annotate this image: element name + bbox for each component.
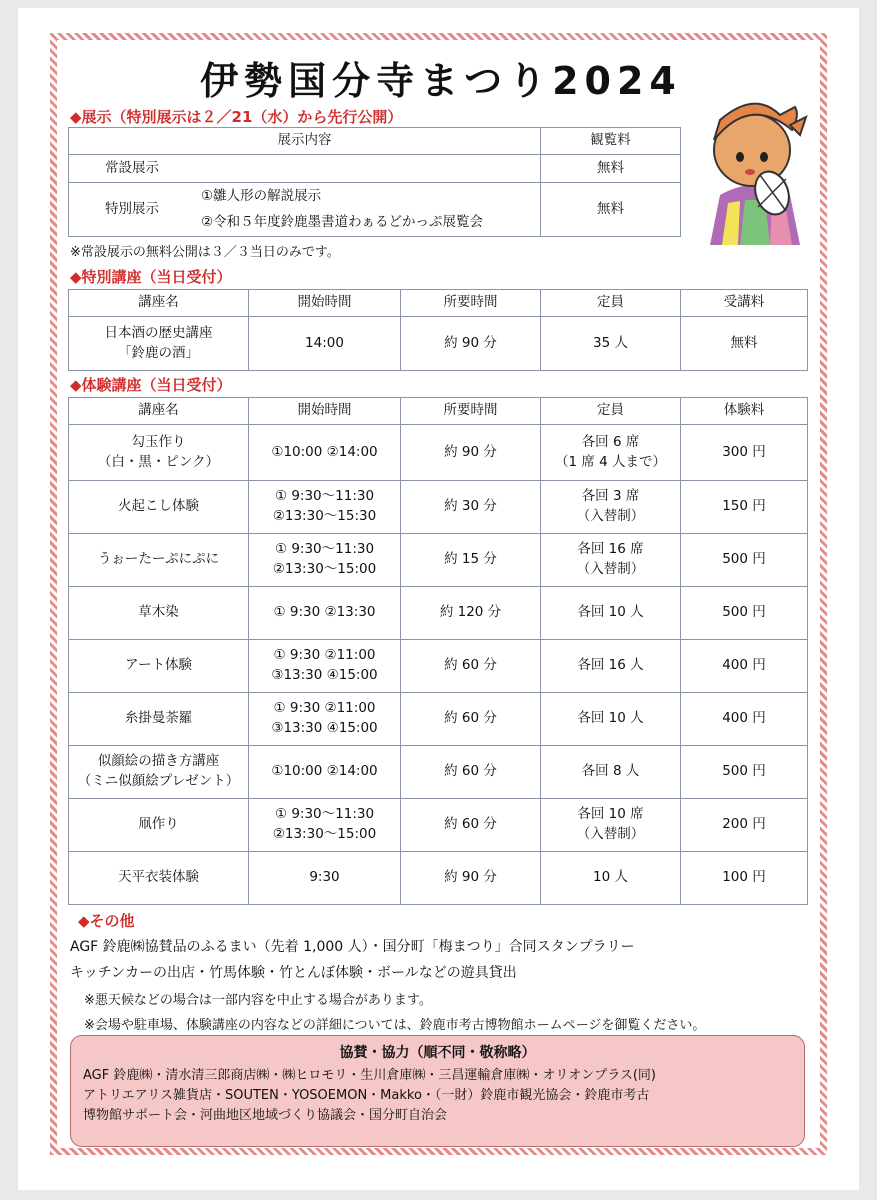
workshop-duration: 約 30 分 bbox=[444, 498, 497, 515]
workshop-name-cell bbox=[69, 693, 249, 746]
workshop-duration: 約 60 分 bbox=[444, 657, 497, 674]
workshop-capacity: （入替制） bbox=[576, 561, 645, 577]
workshop-capacity-cell bbox=[541, 534, 681, 587]
workshop-fee: 400 円 bbox=[722, 710, 766, 727]
workshop-fee: 500 円 bbox=[722, 763, 766, 780]
workshop-name-cell bbox=[69, 640, 249, 693]
column-header: 講座名 bbox=[69, 398, 249, 425]
workshop-duration: 約 15 分 bbox=[444, 551, 497, 568]
workshop-name: 糸掛曼荼羅 bbox=[124, 710, 193, 727]
workshop-duration-cell bbox=[401, 852, 541, 905]
workshop-time-cell bbox=[249, 799, 401, 852]
workshop-time: ① 9:30～11:30 bbox=[274, 488, 375, 505]
table-row bbox=[69, 852, 808, 905]
workshop-capacity: 10 人 bbox=[593, 869, 628, 886]
table-row bbox=[69, 640, 808, 693]
other-line: AGF 鈴鹿㈱協賛品のふるまい（先着 1,000 人）・国分町「梅まつり」合同スタンプラリー bbox=[70, 939, 635, 955]
workshop-duration: 約 60 分 bbox=[444, 763, 497, 780]
workshop-name: 似顔絵の描き方講座 bbox=[97, 753, 220, 770]
workshop-name: 火起こし体験 bbox=[118, 498, 199, 515]
workshop-duration: 約 90 分 bbox=[444, 869, 497, 886]
sponsor-line: 博物館サポート会・河曲地区地域づくり協議会・国分町自治会 bbox=[83, 1108, 448, 1124]
workshop-duration: 約 120 分 bbox=[439, 604, 502, 621]
table-row bbox=[69, 425, 808, 481]
workshop-time: ① 9:30 ②11:00 bbox=[273, 700, 376, 717]
workshop-fee: 150 円 bbox=[722, 498, 766, 515]
table-row bbox=[69, 481, 808, 534]
workshop-duration-cell bbox=[401, 799, 541, 852]
workshop-fee-cell bbox=[681, 640, 808, 693]
workshop-name-cell bbox=[69, 425, 249, 481]
workshop-capacity: 各回 3 席 bbox=[581, 488, 640, 505]
workshop-duration-cell bbox=[401, 587, 541, 640]
workshop-duration-cell bbox=[401, 640, 541, 693]
workshop-time: ③13:30 ④15:00 bbox=[271, 720, 378, 736]
workshop-name: （ミニ似顔絵プレゼント） bbox=[77, 773, 240, 789]
exhibit-item: ①雛人形の解説展示 bbox=[201, 187, 322, 204]
workshop-name-cell bbox=[69, 534, 249, 587]
table-row bbox=[69, 799, 808, 852]
workshop-capacity: （1 席 4 人まで） bbox=[554, 453, 667, 470]
workshop-fee: 400 円 bbox=[722, 657, 766, 674]
exhibit-table bbox=[68, 127, 681, 237]
column-header: 受講料 bbox=[681, 290, 808, 317]
table-row bbox=[69, 534, 808, 587]
workshop-name: うぉーたーぷにぷに bbox=[97, 551, 220, 568]
table-header-row bbox=[69, 128, 681, 155]
column-header-fee: 観覧料 bbox=[541, 128, 681, 155]
workshop-time: ①10:00 ②14:00 bbox=[271, 443, 378, 460]
sponsor-box bbox=[70, 1035, 805, 1147]
workshop-time-cell bbox=[249, 693, 401, 746]
workshop-name-cell bbox=[69, 746, 249, 799]
workshop-time: ①10:00 ②14:00 bbox=[271, 763, 378, 780]
lecture-capacity: 35 人 bbox=[541, 317, 681, 371]
table-row bbox=[69, 183, 681, 237]
workshop-duration-cell bbox=[401, 746, 541, 799]
workshop-table bbox=[68, 397, 808, 905]
workshop-fee-cell bbox=[681, 587, 808, 640]
workshop-capacity: 各回 16 人 bbox=[577, 657, 644, 674]
column-header: 講座名 bbox=[69, 290, 249, 317]
workshop-fee: 500 円 bbox=[722, 551, 766, 568]
workshop-name-cell bbox=[69, 799, 249, 852]
workshop-fee-cell bbox=[681, 799, 808, 852]
other-heading: ◆その他 bbox=[78, 912, 135, 930]
exhibit-fee: 無料 bbox=[541, 155, 681, 183]
workshop-fee-cell bbox=[681, 852, 808, 905]
workshop-time: ① 9:30～11:30 bbox=[274, 541, 375, 558]
special-lecture-table bbox=[68, 289, 808, 371]
workshop-time: ① 9:30 ②11:00 bbox=[273, 647, 376, 664]
lecture-fee: 無料 bbox=[681, 317, 808, 371]
exhibit-fee: 無料 bbox=[541, 183, 681, 237]
workshop-capacity: 各回 16 席 bbox=[577, 541, 644, 558]
column-header: 定員 bbox=[541, 290, 681, 317]
column-header: 定員 bbox=[541, 398, 681, 425]
exhibit-item: ②令和５年度鈴鹿墨書道わぁるどかっぷ展覧会 bbox=[201, 213, 483, 230]
workshop-capacity-cell bbox=[541, 587, 681, 640]
workshop-capacity: 各回 10 人 bbox=[577, 604, 644, 621]
page-title: 伊勢国分寺まつり2024 bbox=[200, 59, 682, 103]
workshop-capacity-cell bbox=[541, 852, 681, 905]
workshop-name: 凧作り bbox=[138, 816, 179, 833]
other-note: ※悪天候などの場合は一部内容を中止する場合があります。 bbox=[84, 993, 432, 1008]
sponsor-line: AGF 鈴鹿㈱・清水清三郎商店㈱・㈱ヒロモリ・生川倉庫㈱・三昌運輸倉庫㈱・オリオンプラス(同) bbox=[83, 1068, 656, 1083]
table-row bbox=[69, 587, 808, 640]
exhibit-heading: ◆展示（特別展示は２／21（水）から先行公開） bbox=[70, 108, 403, 126]
workshop-name: 天平衣装体験 bbox=[118, 869, 199, 886]
lecture-time: 14:00 bbox=[249, 317, 401, 371]
workshop-name-cell bbox=[69, 481, 249, 534]
workshop-duration-cell bbox=[401, 425, 541, 481]
table-row bbox=[69, 746, 808, 799]
workshop-capacity: 各回 8 人 bbox=[581, 763, 640, 780]
workshop-capacity-cell bbox=[541, 746, 681, 799]
workshop-fee: 200 円 bbox=[722, 816, 766, 833]
exhibit-special-cell bbox=[69, 183, 541, 237]
workshop-duration-cell bbox=[401, 693, 541, 746]
lecture-subtitle: 「鈴鹿の酒」 bbox=[118, 344, 199, 361]
workshop-time-cell bbox=[249, 534, 401, 587]
workshop-fee-cell bbox=[681, 534, 808, 587]
workshop-capacity: （入替制） bbox=[576, 826, 645, 842]
mascot-character-icon bbox=[700, 95, 810, 245]
workshop-time: ③13:30 ④15:00 bbox=[271, 667, 378, 683]
other-note: ※会場や駐車場、体験講座の内容などの詳細については、鈴鹿市考古博物館ホームページを御覧ください。 bbox=[84, 1018, 706, 1033]
workshop-time: ① 9:30 ②13:30 bbox=[273, 604, 376, 621]
other-line: キッチンカーの出店・竹馬体験・竹とんぼ体験・ボールなどの遊具貸出 bbox=[70, 965, 517, 981]
workshop-name: アート体験 bbox=[124, 657, 193, 674]
workshop-name: （白・黒・ピンク） bbox=[97, 453, 220, 470]
workshop-capacity: 各回 6 席 bbox=[581, 433, 640, 450]
workshop-capacity-cell bbox=[541, 640, 681, 693]
workshop-heading: ◆体験講座（当日受付） bbox=[70, 376, 232, 394]
column-header: 所要時間 bbox=[401, 290, 541, 317]
workshop-capacity: （入替制） bbox=[576, 508, 645, 524]
workshop-capacity-cell bbox=[541, 693, 681, 746]
table-row bbox=[69, 155, 681, 183]
special-lecture-heading: ◆特別講座（当日受付） bbox=[70, 268, 232, 286]
workshop-name-cell bbox=[69, 587, 249, 640]
lecture-name: 日本酒の歴史講座 bbox=[104, 324, 213, 341]
lecture-name-cell bbox=[69, 317, 249, 371]
exhibit-items bbox=[201, 184, 483, 235]
workshop-duration: 約 60 分 bbox=[444, 816, 497, 833]
workshop-capacity-cell bbox=[541, 799, 681, 852]
workshop-time: ②13:30～15:00 bbox=[272, 561, 377, 577]
workshop-fee: 100 円 bbox=[722, 869, 766, 886]
workshop-capacity: 各回 10 席 bbox=[577, 806, 644, 823]
workshop-time-cell bbox=[249, 746, 401, 799]
workshop-fee-cell bbox=[681, 693, 808, 746]
workshop-fee-cell bbox=[681, 481, 808, 534]
table-row bbox=[69, 693, 808, 746]
workshop-name-cell bbox=[69, 852, 249, 905]
workshop-time-cell bbox=[249, 481, 401, 534]
workshop-capacity-cell bbox=[541, 481, 681, 534]
workshop-fee-cell bbox=[681, 746, 808, 799]
workshop-fee: 500 円 bbox=[722, 604, 766, 621]
lecture-duration: 約 90 分 bbox=[401, 317, 541, 371]
workshop-time-cell bbox=[249, 640, 401, 693]
workshop-time-cell bbox=[249, 852, 401, 905]
column-header: 開始時間 bbox=[249, 290, 401, 317]
workshop-time: 9:30 bbox=[309, 869, 340, 886]
workshop-name: 草木染 bbox=[138, 604, 179, 621]
workshop-duration-cell bbox=[401, 534, 541, 587]
workshop-rows bbox=[69, 425, 808, 905]
workshop-fee: 300 円 bbox=[722, 443, 766, 460]
workshop-fee-cell bbox=[681, 425, 808, 481]
workshop-time-cell bbox=[249, 587, 401, 640]
sponsor-line: アトリエアリス雑貨店・SOUTEN・YOSOEMON・Makko・（一財）鈴鹿市観光協会・鈴鹿市考古 bbox=[83, 1088, 650, 1104]
exhibit-name: 常設展示 bbox=[69, 155, 541, 183]
exhibit-note: ※常設展示の無料公開は３／３当日のみです。 bbox=[70, 245, 340, 260]
workshop-time: ②13:30～15:00 bbox=[272, 826, 377, 842]
column-header-content: 展示内容 bbox=[69, 128, 541, 155]
column-header: 所要時間 bbox=[401, 398, 541, 425]
workshop-time: ②13:30～15:30 bbox=[272, 508, 377, 524]
workshop-duration: 約 90 分 bbox=[444, 443, 497, 460]
workshop-time: ① 9:30～11:30 bbox=[274, 806, 375, 823]
column-header: 開始時間 bbox=[249, 398, 401, 425]
workshop-duration-cell bbox=[401, 481, 541, 534]
table-row bbox=[69, 317, 808, 371]
sponsor-title: 協賛・協力（順不同・敬称略） bbox=[339, 1045, 536, 1061]
workshop-time-cell bbox=[249, 425, 401, 481]
column-header: 体験料 bbox=[681, 398, 808, 425]
table-header-row bbox=[69, 398, 808, 425]
workshop-name: 勾玉作り bbox=[131, 433, 186, 450]
workshop-capacity: 各回 10 人 bbox=[577, 710, 644, 727]
table-header-row bbox=[69, 290, 808, 317]
workshop-duration: 約 60 分 bbox=[444, 710, 497, 727]
exhibit-name: 特別展示 bbox=[105, 200, 159, 217]
workshop-capacity-cell bbox=[541, 425, 681, 481]
